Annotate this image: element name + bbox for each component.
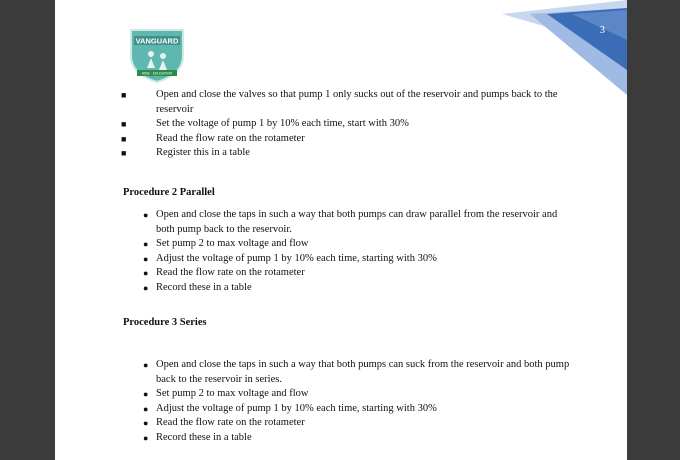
list-item: ■ Open and close the valves so that pump 1 only sucks out of the reservoir and pumps back to the reservoir [121, 89, 558, 115]
list-item: ● Record these in a table [55, 431, 576, 446]
procedure-2-section [55, 208, 627, 296]
bullet-icon: ● [143, 432, 149, 443]
bullet-icon: ● [143, 253, 149, 264]
svg-text:RISE · EDUCATION: RISE · EDUCATION [142, 71, 172, 76]
bullet-icon: ● [143, 418, 149, 429]
corner-decoration [502, 0, 627, 95]
bullet-icon: ■ [121, 119, 127, 130]
svg-text:VANGUARD: VANGUARD [135, 36, 179, 46]
procedure-2-heading: Procedure 2 Parallel [123, 187, 215, 198]
bullet-icon: ● [143, 268, 149, 279]
list-item: ● Open and close the taps in such a way that both pumps can draw parallel from the reservoir and both pump back to the reservoir. [143, 209, 558, 235]
bullet-icon: ● [143, 210, 149, 220]
document-page [55, 0, 627, 460]
list-item: ● Open and close the taps in such a way that both pumps can suck from the reservoir and both pump back to the reservoir in series. [143, 359, 570, 385]
list-item: ■ Read the flow rate on the rotameter [55, 132, 576, 147]
list-item: ● Read the flow rate on the rotameter [55, 416, 576, 431]
bullet-icon: ● [143, 282, 149, 293]
list-item: ● Set pump 2 to max voltage and flow [55, 387, 576, 402]
intro-section [55, 88, 627, 161]
list-item: ■ Set the voltage of pump 1 by 10% each time, start with 30% [55, 117, 576, 132]
page-number: 3 [599, 24, 605, 36]
list-item: ■ Register this in a table [55, 146, 576, 161]
bullet-icon: ● [143, 360, 149, 370]
bullet-icon: ■ [121, 133, 127, 144]
bullet-icon: ● [143, 403, 149, 414]
bullet-icon: ● [143, 389, 149, 400]
list-item: ● Record these in a table [55, 281, 576, 296]
bullet-icon: ■ [121, 90, 127, 100]
list-item: ● Adjust the voltage of pump 1 by 10% each time, starting with 30% [55, 402, 576, 417]
list-item: ● Read the flow rate on the rotameter [55, 266, 576, 281]
bullet-icon: ■ [121, 148, 127, 159]
bullet-icon: ● [143, 239, 149, 250]
procedure-3-section [55, 358, 627, 446]
list-item: ● Set pump 2 to max voltage and flow [55, 237, 576, 252]
vanguard-logo [125, 20, 189, 84]
list-item: ● Adjust the voltage of pump 1 by 10% each time, starting with 30% [55, 252, 576, 267]
procedure-3-heading: Procedure 3 Series [123, 317, 207, 328]
